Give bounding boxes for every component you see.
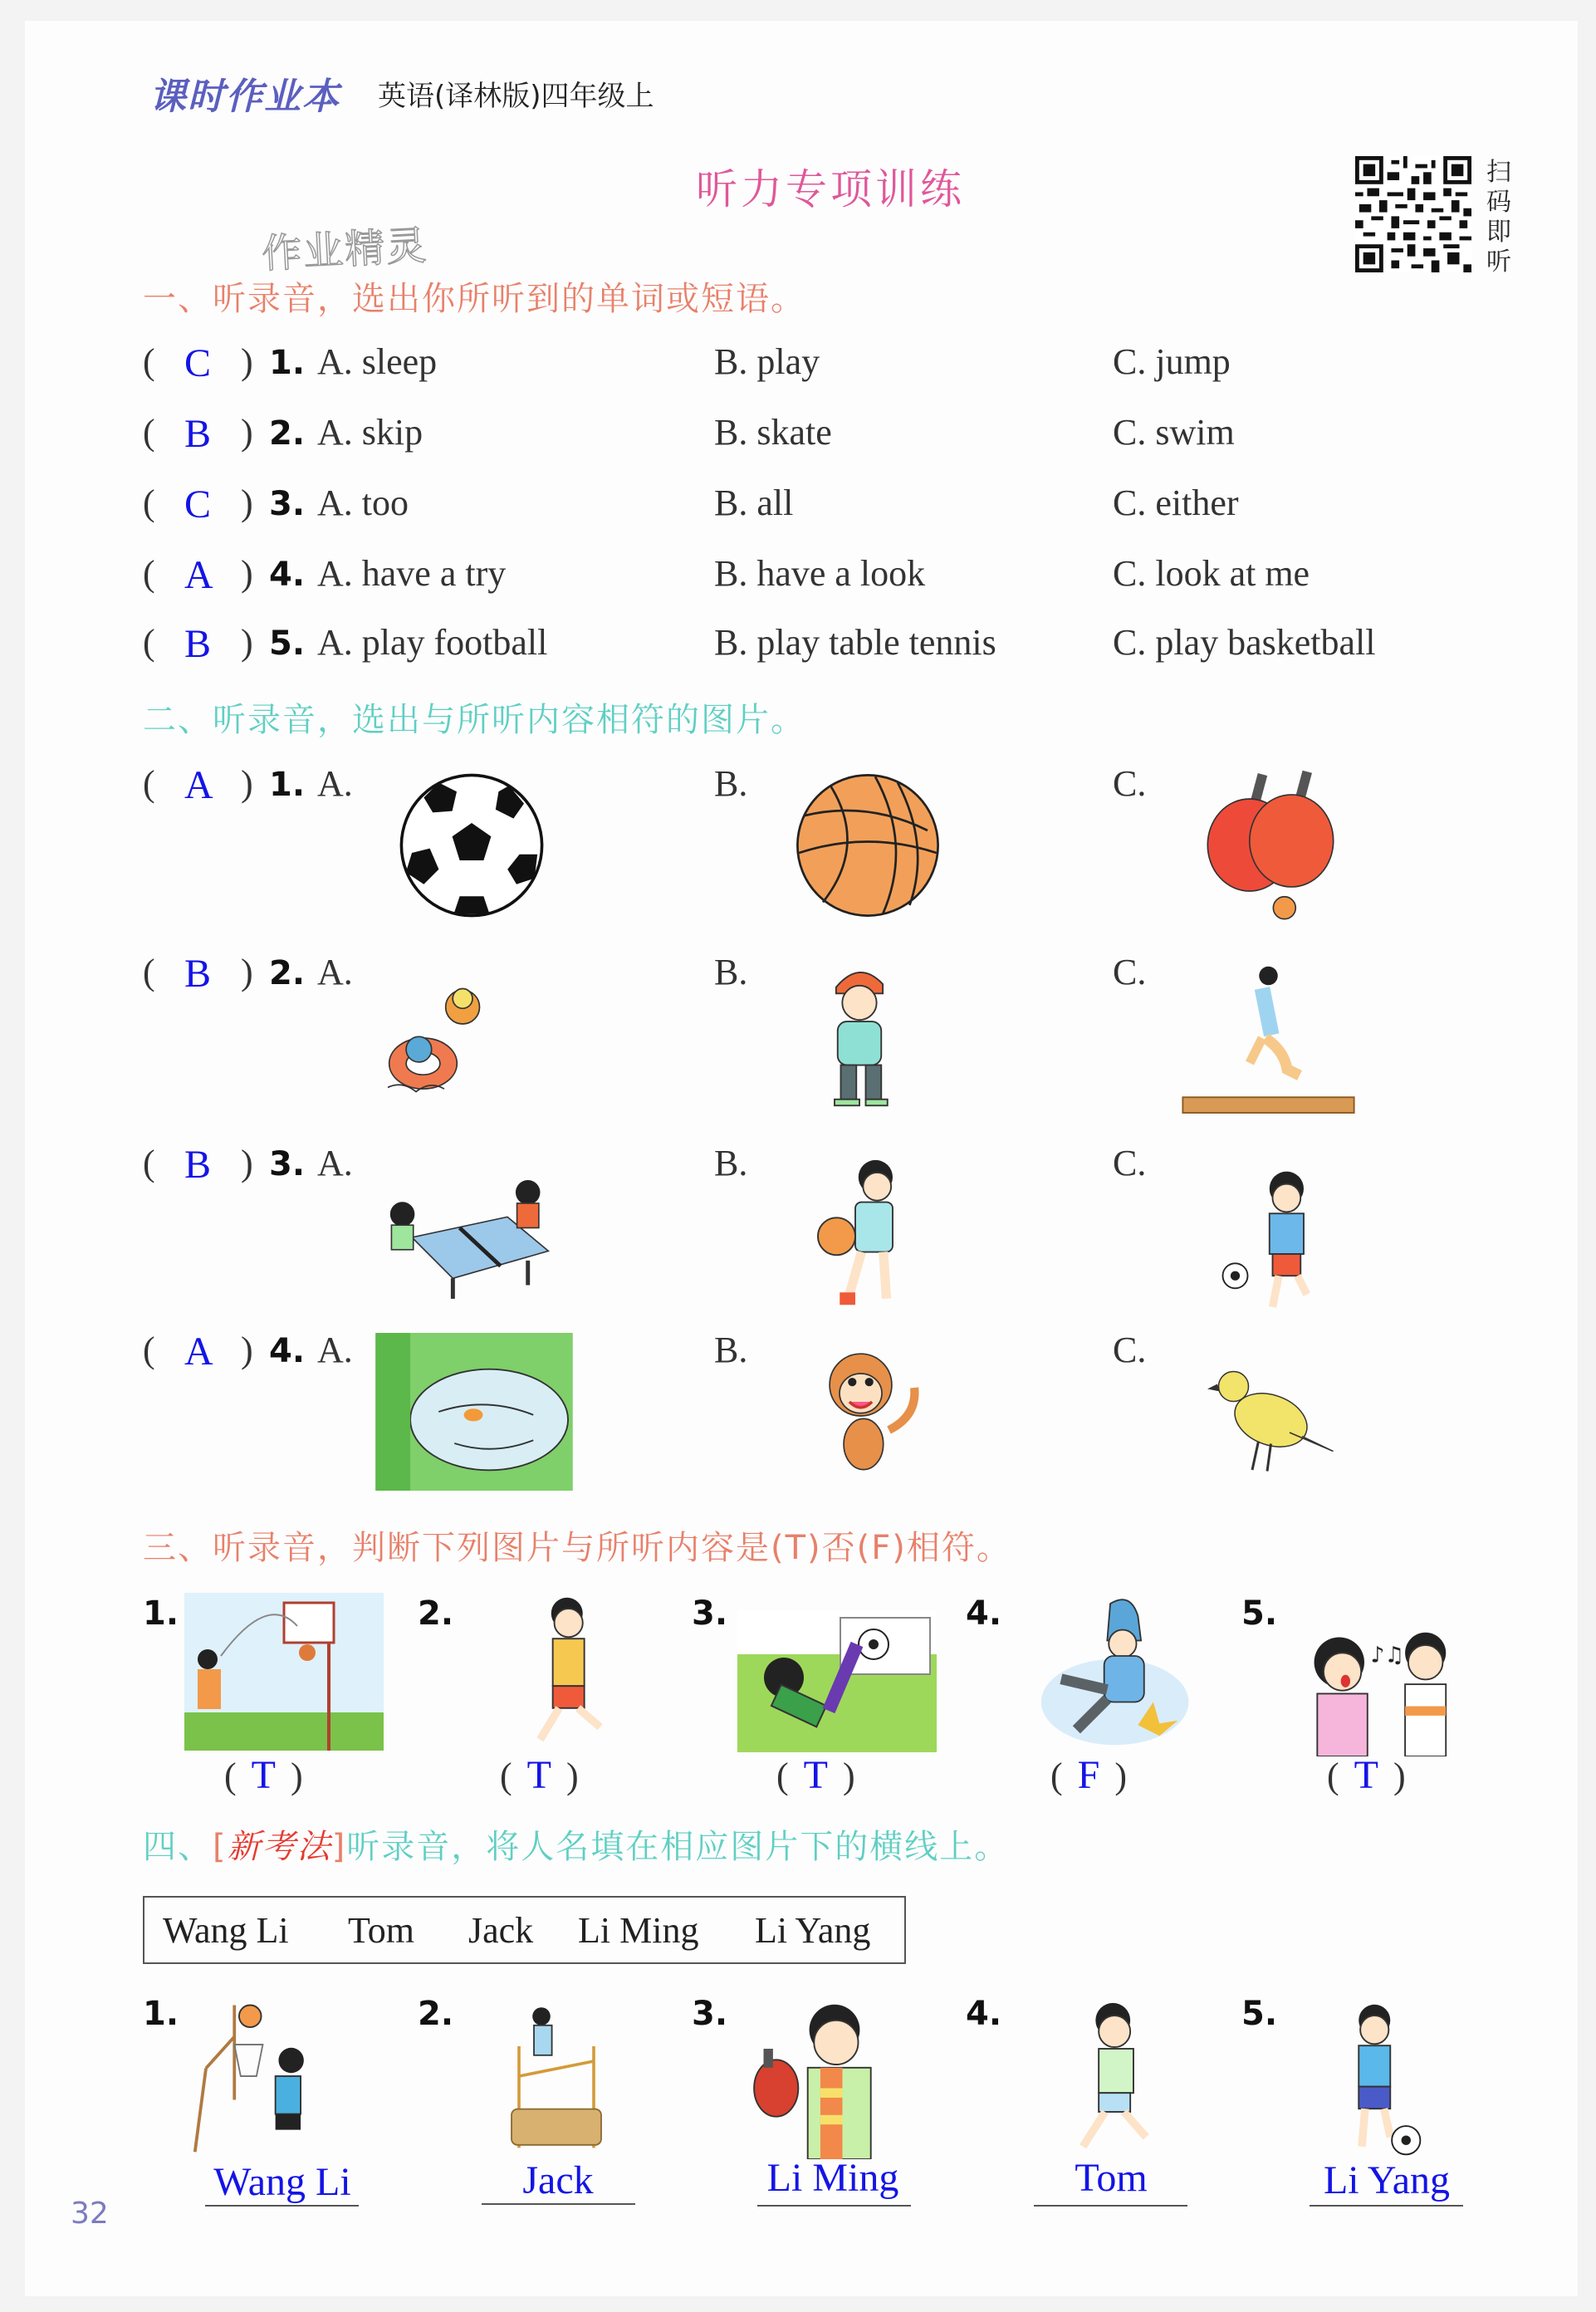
option-b: B. play table tennis <box>714 622 996 663</box>
option-b: B. skate <box>714 412 832 453</box>
option-a-label: A. <box>317 763 353 804</box>
tf-answer: ( T ) <box>1327 1753 1406 1797</box>
running-boy-icon[interactable] <box>511 1594 631 1752</box>
name-answer[interactable]: Li Ming <box>766 2156 899 2200</box>
option-c-label: C. <box>1113 1330 1147 1370</box>
tf-answer: ( T ) <box>224 1753 303 1797</box>
option-b-label: B. <box>714 1330 748 1370</box>
football-boy-icon[interactable] <box>1217 1163 1341 1320</box>
basketball-shoot-icon[interactable] <box>184 1593 384 1751</box>
item-number: 5. <box>1241 1995 1278 2033</box>
close-paren: ) <box>241 952 253 992</box>
boy-paddle-icon[interactable] <box>747 2001 922 2159</box>
answer-field[interactable]: T <box>526 1753 551 1797</box>
option-a: A. have a try <box>317 553 507 594</box>
svg-text:♪♫: ♪♫ <box>1370 1642 1405 1668</box>
name-answer[interactable]: Jack <box>522 2158 594 2202</box>
option-c: C. swim <box>1113 412 1235 453</box>
close-paren: ) <box>241 341 253 382</box>
question-number: 4. <box>269 1332 306 1370</box>
name-bank <box>143 1896 906 1964</box>
item-number: 4. <box>966 1594 1002 1633</box>
ping-pong-paddles-icon[interactable] <box>1200 768 1341 922</box>
open-paren: ( <box>143 412 155 453</box>
close-paren: ) <box>241 763 253 804</box>
item-number: 4. <box>966 1995 1002 2033</box>
girl-basketball-icon[interactable] <box>187 1997 353 2155</box>
new-method-tag-bracket-close: ] <box>331 1828 347 1866</box>
item-number: 1. <box>143 1995 179 2033</box>
close-paren: ) <box>241 553 253 594</box>
question-number: 3. <box>269 485 306 523</box>
answer-field[interactable]: A <box>184 763 213 807</box>
open-paren: ( <box>143 1330 155 1370</box>
option-b-label: B. <box>714 763 748 804</box>
page-title: 听力专项训练 <box>696 165 965 213</box>
answer-field[interactable]: B <box>184 412 212 456</box>
name-answer[interactable]: Tom <box>1075 2156 1148 2200</box>
pond-fish-icon[interactable] <box>375 1333 573 1491</box>
tf-answer: ( T ) <box>500 1753 579 1797</box>
option-c: C. jump <box>1113 341 1231 382</box>
item-number: 5. <box>1241 1594 1278 1633</box>
question-number: 2. <box>269 954 306 992</box>
answer-field[interactable]: B <box>184 1143 212 1187</box>
close-paren: ) <box>241 622 253 663</box>
section-4-title <box>143 1820 1009 1868</box>
option-c: C. either <box>1113 482 1239 523</box>
item-number: 2. <box>418 1995 454 2033</box>
book-subtitle: 英语(译林版)四年级上 <box>378 80 654 113</box>
option-a: A. play football <box>317 622 548 663</box>
basketball-icon[interactable] <box>793 771 942 920</box>
option-c-label: C. <box>1113 1143 1147 1183</box>
answer-field[interactable]: B <box>184 622 212 666</box>
item-number: 3. <box>692 1995 728 2033</box>
section-4-instruction: 听录音，将人名填在相应图片下的横线上。 <box>346 1828 1010 1866</box>
answer-field[interactable]: A <box>184 553 213 597</box>
question-number: 3. <box>269 1145 306 1183</box>
watermark-text: 作业精灵 <box>260 222 429 278</box>
name-answer[interactable]: Li Yang <box>1323 2158 1451 2202</box>
option-a-label: A. <box>317 1143 353 1183</box>
option-c-label: C. <box>1113 952 1147 992</box>
option-c-label: C. <box>1113 763 1147 804</box>
question-number: 2. <box>269 414 306 453</box>
answer-line <box>1034 2205 1187 2207</box>
skater-falling-icon[interactable] <box>1028 1594 1194 1748</box>
item-number: 1. <box>143 1594 179 1633</box>
football-icon[interactable] <box>397 771 546 920</box>
skating-boy-icon[interactable] <box>797 955 922 1113</box>
answer-field[interactable]: C <box>184 341 212 385</box>
option-c: C. look at me <box>1113 553 1310 594</box>
open-paren: ( <box>143 952 155 992</box>
tf-answer: ( F ) <box>1050 1753 1128 1797</box>
answer-field[interactable]: C <box>184 482 212 527</box>
option-a: A. skip <box>317 412 423 453</box>
answer-field[interactable]: T <box>803 1753 828 1797</box>
option-b-label: B. <box>714 1143 748 1183</box>
open-paren: ( <box>143 1143 155 1183</box>
answer-line <box>205 2205 359 2207</box>
answer-field[interactable]: T <box>1354 1753 1378 1797</box>
section-2-title: 二、听录音，选出与所听内容相符的图片。 <box>143 701 805 739</box>
question-number: 4. <box>269 556 306 594</box>
open-paren: ( <box>143 553 155 594</box>
brand-title: 课时作业本 <box>149 76 340 118</box>
answer-field[interactable]: B <box>184 952 212 996</box>
close-paren: ) <box>241 1330 253 1370</box>
item-number: 3. <box>692 1594 728 1633</box>
name-bank-item: Jack <box>468 1910 534 1951</box>
answer-line <box>1310 2205 1463 2207</box>
option-a: A. sleep <box>317 341 438 382</box>
question-number: 1. <box>269 766 306 804</box>
name-bank-item: Wang Li <box>163 1910 289 1951</box>
high-jump-icon[interactable] <box>498 2001 614 2151</box>
table-tennis-kids-icon[interactable] <box>378 1175 569 1300</box>
close-paren: ) <box>241 412 253 453</box>
name-bank-item: Li Ming <box>578 1910 699 1951</box>
open-paren: ( <box>143 341 155 382</box>
open-paren: ( <box>143 622 155 663</box>
option-a: A. too <box>317 482 409 523</box>
name-bank-item: Tom <box>348 1910 415 1951</box>
section-1-title: 一、听录音，选出你所听到的单词或短语。 <box>143 280 805 318</box>
option-b: B. all <box>714 482 794 523</box>
bird-icon[interactable] <box>1202 1362 1339 1478</box>
answer-line <box>757 2205 911 2207</box>
open-paren: ( <box>143 763 155 804</box>
open-paren: ( <box>143 482 155 523</box>
question-number: 1. <box>269 344 306 382</box>
basketball-player-icon[interactable] <box>805 1154 930 1312</box>
boy-running-icon[interactable] <box>1055 2001 1179 2159</box>
option-c: C. play basketball <box>1113 622 1376 663</box>
section-4-prefix: 四、 <box>143 1828 213 1866</box>
close-paren: ) <box>241 1143 253 1183</box>
answer-line <box>482 2203 635 2205</box>
new-method-tag: 新考法 <box>227 1828 332 1866</box>
page-number: 32 <box>71 2197 109 2231</box>
qr-code-icon[interactable] <box>1355 156 1471 272</box>
section-3-title: 三、听录音，判断下列图片与所听内容是(T)否(F)相符。 <box>143 1529 1011 1567</box>
boy-football-icon[interactable] <box>1324 2001 1432 2159</box>
falling-footballer-icon[interactable] <box>737 1611 937 1752</box>
name-bank-item: Li Yang <box>755 1910 871 1951</box>
monkey-icon[interactable] <box>801 1345 934 1487</box>
scan-to-listen-label: 扫码即听 <box>1486 158 1511 277</box>
option-b: B. play <box>714 341 820 382</box>
close-paren: ) <box>241 482 253 523</box>
option-a-label: A. <box>317 952 353 992</box>
option-b: B. have a look <box>714 553 926 594</box>
option-a-label: A. <box>317 1330 353 1370</box>
answer-field[interactable]: A <box>184 1330 213 1374</box>
singing-girl-icon[interactable] <box>1291 1615 1466 1756</box>
name-answer[interactable]: Wang Li <box>213 2160 351 2204</box>
answer-field[interactable]: T <box>251 1753 276 1797</box>
long-jump-icon[interactable] <box>1175 959 1362 1117</box>
option-b-label: B. <box>714 952 748 992</box>
tf-answer: ( T ) <box>776 1753 855 1797</box>
item-number: 2. <box>418 1594 454 1633</box>
question-number: 5. <box>269 625 306 663</box>
new-method-tag-bracket-open: [ <box>213 1828 228 1866</box>
swimming-kids-icon[interactable] <box>374 967 515 1109</box>
answer-field[interactable]: F <box>1077 1753 1100 1797</box>
